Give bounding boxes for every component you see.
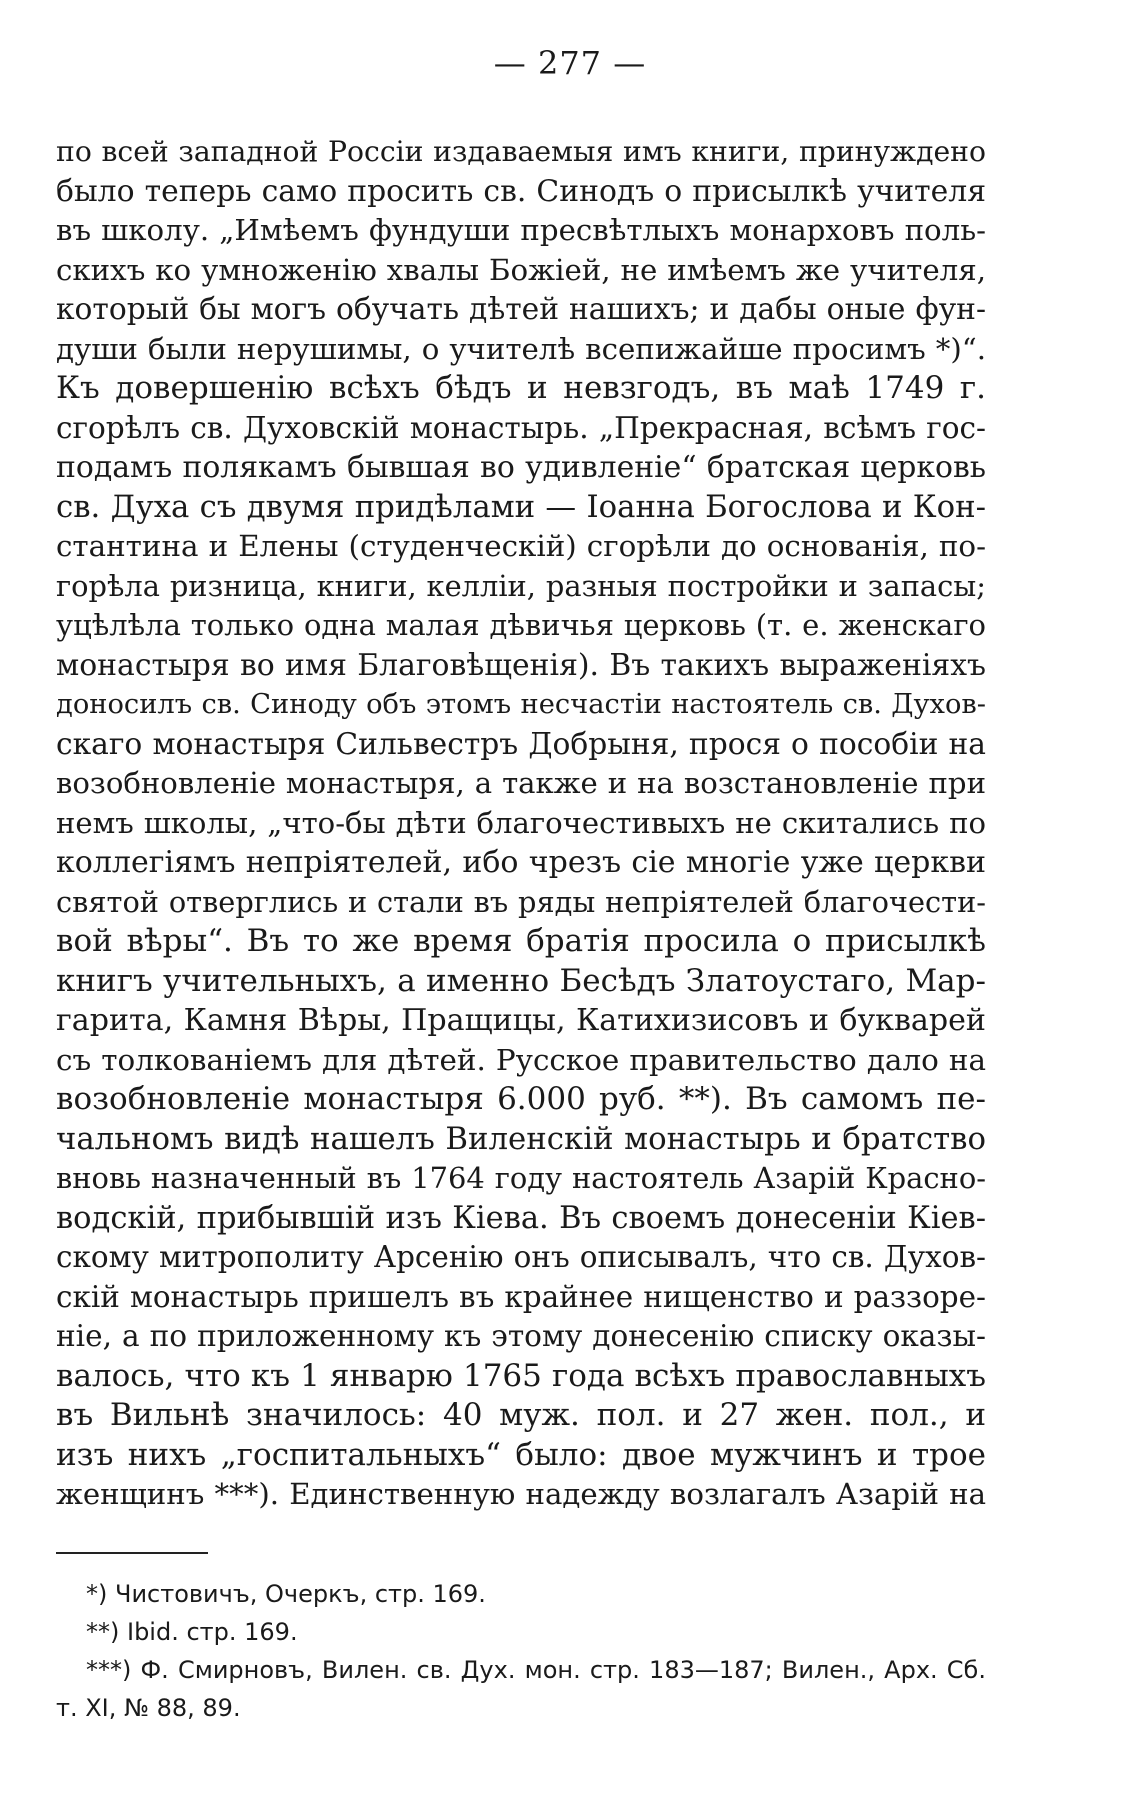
footnote-3-line-1: ***) Ф. Смирновъ, Вилен. св. Дух. мон. стр. 183—187; Вилен., Арх. Сб. — [86, 1656, 986, 1684]
text-line: сгорѣлъ св. Духовскій монастырь. „Прекрасная, всѣмъ гос- — [56, 410, 986, 445]
text-line: немъ школы, „что-бы дѣти благочестивыхъ не скитались по — [56, 805, 986, 840]
text-line: подамъ полякамъ бывшая во удивленіе“ братская церковь — [56, 450, 986, 485]
footnote-2: **) Ibid. стр. 169. — [86, 1618, 298, 1646]
text-line: скому митрополиту Арсенію онъ описывалъ, что св. Духов- — [56, 1240, 986, 1274]
text-line: коллегіямъ непріятелей, ибо чрезъ сіе многіе уже церкви — [56, 845, 986, 880]
text-line: возобновленіе монастыря, а также и на возстановленіе при — [56, 766, 986, 800]
text-line: въ Вильнѣ значилось: 40 муж. пол. и 27 жен. пол., и — [56, 1397, 986, 1433]
text-line: горѣла ризница, книги, келліи, разныя постройки и запасы; — [56, 568, 986, 603]
text-line: который бы могъ обучать дѣтей нашихъ; и дабы оные фун- — [56, 292, 986, 327]
text-line: возобновленіе монастыря 6.000 руб. **). Въ самомъ пе- — [56, 1081, 986, 1117]
text-line: скихъ ко умноженію хвалы Божіей, не имѣемъ же учителя, — [56, 252, 986, 287]
text-line: по всей западной Россіи издаваемыя имъ книги, принуждено — [56, 135, 986, 168]
text-line: вой вѣры“. Въ то же время братія просила о присылкѣ — [56, 923, 986, 959]
text-line: чальномъ видѣ нашелъ Виленскій монастырь и братство — [56, 1120, 986, 1157]
text-line: гарита, Камня Вѣры, Пращицы, Катихизисовъ и букварей — [56, 1003, 986, 1038]
text-line: монастыря во имя Благовѣщенія). Въ такихъ выраженіяхъ — [56, 647, 986, 683]
text-line: вновь назначенный въ 1764 году настоятель Азарій Красно- — [56, 1161, 986, 1195]
text-line: валось, что къ 1 январю 1765 года всѣхъ православныхъ — [56, 1357, 986, 1394]
text-line: въ школу. „Имѣемъ фундуши пресвѣтлыхъ монарховъ поль- — [56, 213, 986, 247]
text-line: книгъ учительныхъ, а именно Бесѣдъ Златоустаго, Мар- — [56, 962, 986, 999]
footnote-divider — [56, 1552, 208, 1554]
text-line: женщинъ ***). Единственную надежду возлагалъ Азарій на — [56, 1477, 986, 1511]
text-line: уцѣлѣла только одна малая дѣвичья церковь (т. е. женскаго — [56, 608, 986, 642]
text-line: водскій, прибывшій изъ Кіева. Въ своемъ донесеніи Кіев- — [56, 1200, 986, 1236]
footnotes — [56, 1575, 986, 1727]
text-line: ніе, а по приложенному къ этому донесенію списку оказы- — [56, 1319, 986, 1353]
text-line: изъ нихъ „госпитальныхъ“ было: двое мужчинъ и трое — [56, 1436, 986, 1473]
text-line: было теперь само просить св. Синодъ о присылкѣ учителя — [56, 173, 986, 209]
text-line: святой отверглись и стали въ ряды непріятелей благочести- — [56, 884, 986, 919]
body-text — [56, 132, 986, 1515]
text-line: Къ довершенію всѣхъ бѣдъ и невзгодъ, въ маѣ 1749 г. — [56, 370, 986, 406]
text-line: съ толкованіемъ для дѣтей. Русское правительство дало на — [56, 1042, 986, 1077]
text-line: скаго монастыря Сильвестръ Добрыня, прося о пособіи на — [56, 726, 986, 762]
text-line: св. Духа съ двумя придѣлами — Іоанна Богослова и Кон- — [56, 488, 986, 525]
text-line: скій монастырь пришелъ въ крайнее нищенство и раззоре- — [56, 1279, 986, 1314]
text-line: души были нерушимы, о учителѣ всепижайше просимъ *)“. — [56, 331, 986, 366]
footnote-1: *) Чистовичъ, Очеркъ, стр. 169. — [86, 1580, 486, 1608]
text-line: стантина и Елены (студенческій) сгорѣли до основанія, по- — [56, 529, 986, 563]
footnote-3-line-2: т. XI, № 88, 89. — [56, 1694, 241, 1722]
text-line: доносилъ св. Синоду объ этомъ несчастіи настоятель св. Духов- — [56, 689, 986, 720]
page-number: — 277 — — [493, 44, 647, 82]
